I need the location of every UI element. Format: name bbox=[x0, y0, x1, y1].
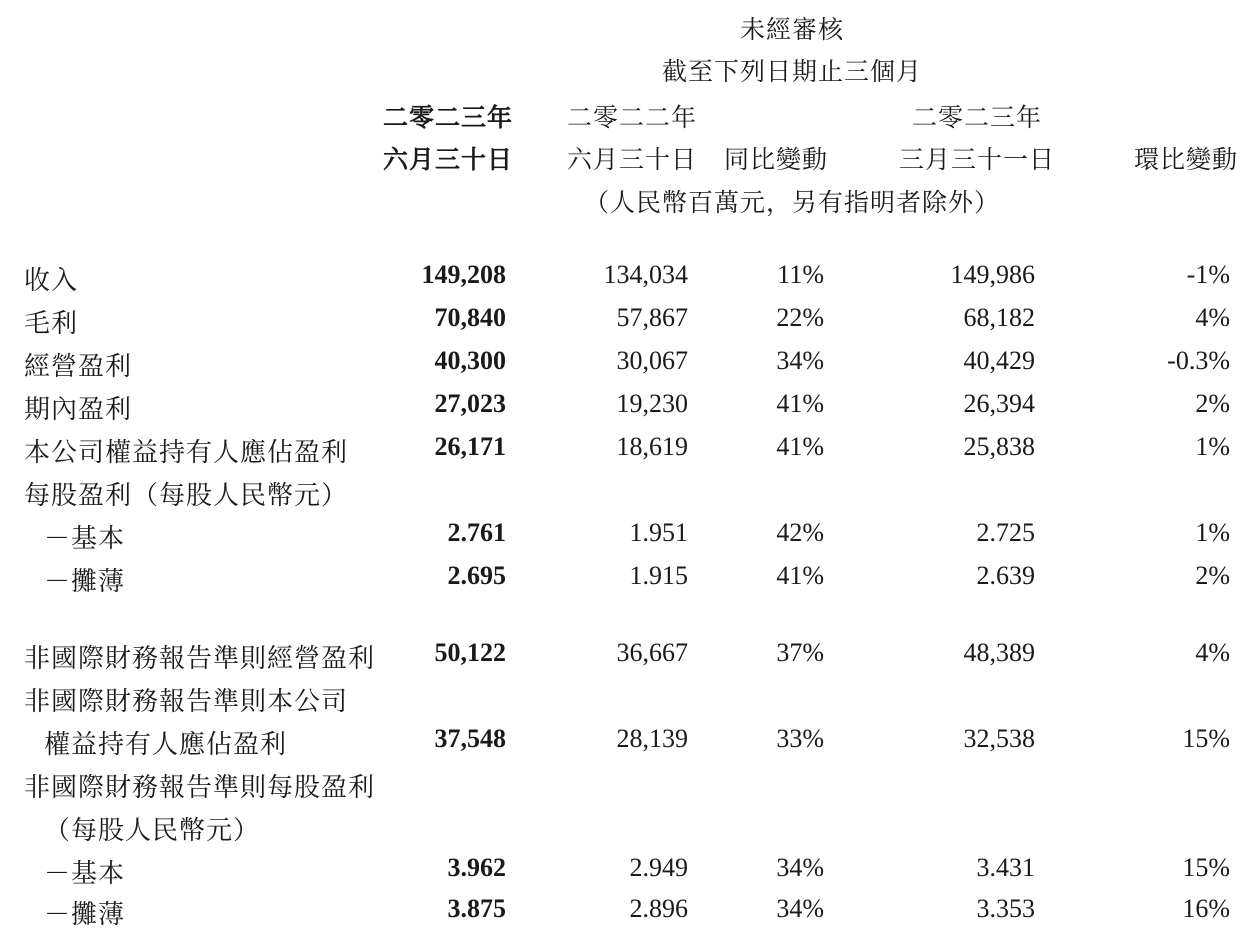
cell-v4: 26,394 bbox=[963, 389, 1035, 418]
cell-v5: 15% bbox=[1182, 853, 1230, 882]
cell-v2: 30,067 bbox=[616, 346, 688, 375]
cell-v5: 2% bbox=[1195, 561, 1230, 590]
row-label-non-ifrs-company-heading: 非國際財務報告準則本公司 bbox=[24, 687, 349, 717]
cell-v5: 1% bbox=[1195, 432, 1230, 461]
cell-v4: 48,389 bbox=[963, 638, 1035, 667]
cell-v3: 34% bbox=[776, 853, 824, 882]
cell-v2: 134,034 bbox=[603, 260, 688, 289]
table-title: 未經審核 bbox=[739, 15, 845, 44]
cell-v1: 37,548 bbox=[434, 724, 506, 753]
cell-v1: 2.761 bbox=[447, 518, 506, 547]
cell-v4: 149,986 bbox=[950, 260, 1035, 289]
row-label-operating-profit: 經營盈利 bbox=[24, 352, 133, 382]
row-label-non-ifrs-operating-profit: 非國際財務報告準則經營盈利 bbox=[24, 644, 376, 674]
cell-v3: 41% bbox=[776, 389, 824, 418]
row-label-non-ifrs-eps-basic: －基本 bbox=[44, 859, 126, 889]
col2-header-date: 六月三十日 bbox=[566, 145, 698, 174]
cell-v5: 2% bbox=[1195, 389, 1230, 418]
cell-v4: 2.725 bbox=[976, 518, 1035, 547]
cell-v4: 25,838 bbox=[963, 432, 1035, 461]
cell-v3: 37% bbox=[776, 638, 824, 667]
cell-v5: -0.3% bbox=[1167, 346, 1230, 375]
cell-v1: 27,023 bbox=[434, 389, 506, 418]
row-label-non-ifrs-eps-unit: （每股人民幣元） bbox=[44, 816, 261, 846]
cell-v3: 34% bbox=[776, 894, 824, 923]
cell-v2: 1.915 bbox=[629, 561, 688, 590]
cell-v1: 50,122 bbox=[434, 638, 506, 667]
cell-v5: 1% bbox=[1195, 518, 1230, 547]
col1-header-date: 六月三十日 bbox=[382, 145, 514, 174]
cell-v1: 3.962 bbox=[447, 853, 506, 882]
cell-v5: 4% bbox=[1195, 638, 1230, 667]
cell-v2: 2.949 bbox=[629, 853, 688, 882]
row-label-eps-diluted: －攤薄 bbox=[44, 567, 126, 597]
cell-v2: 1.951 bbox=[629, 518, 688, 547]
cell-v4: 32,538 bbox=[963, 724, 1035, 753]
cell-v1: 3.875 bbox=[447, 894, 506, 923]
table-subtitle: 截至下列日期止三個月 bbox=[661, 57, 923, 86]
cell-v3: 22% bbox=[776, 303, 824, 332]
unit-note: （人民幣百萬元，另有指明者除外） bbox=[583, 188, 1001, 217]
cell-v3: 33% bbox=[776, 724, 824, 753]
cell-v2: 2.896 bbox=[629, 894, 688, 923]
cell-v1: 2.695 bbox=[447, 561, 506, 590]
col3-header-yoy: 同比變動 bbox=[723, 145, 829, 174]
row-label-non-ifrs-attributable-profit: 權益持有人應佔盈利 bbox=[44, 730, 288, 760]
col2-header-year: 二零二二年 bbox=[566, 103, 698, 132]
row-label-period-profit: 期內盈利 bbox=[24, 395, 133, 425]
cell-v4: 2.639 bbox=[976, 561, 1035, 590]
row-label-attributable-profit: 本公司權益持有人應佔盈利 bbox=[24, 438, 349, 468]
cell-v1: 149,208 bbox=[421, 260, 506, 289]
col1-header-year: 二零二三年 bbox=[382, 103, 514, 132]
cell-v2: 18,619 bbox=[616, 432, 688, 461]
cell-v3: 41% bbox=[776, 432, 824, 461]
row-label-eps-basic: －基本 bbox=[44, 524, 126, 554]
row-label-revenue: 收入 bbox=[24, 266, 79, 296]
cell-v5: 16% bbox=[1182, 894, 1230, 923]
cell-v3: 41% bbox=[776, 561, 824, 590]
cell-v4: 3.431 bbox=[976, 853, 1035, 882]
cell-v3: 34% bbox=[776, 346, 824, 375]
cell-v3: 11% bbox=[777, 260, 824, 289]
cell-v3: 42% bbox=[776, 518, 824, 547]
row-label-non-ifrs-eps-diluted: －攤薄 bbox=[44, 900, 126, 930]
cell-v4: 40,429 bbox=[963, 346, 1035, 375]
cell-v2: 36,667 bbox=[616, 638, 688, 667]
cell-v1: 26,171 bbox=[434, 432, 506, 461]
cell-v1: 40,300 bbox=[434, 346, 506, 375]
cell-v4: 68,182 bbox=[963, 303, 1035, 332]
cell-v5: 4% bbox=[1195, 303, 1230, 332]
row-label-eps-heading: 每股盈利（每股人民幣元） bbox=[24, 481, 349, 511]
row-label-gross-profit: 毛利 bbox=[24, 309, 79, 339]
cell-v4: 3.353 bbox=[976, 894, 1035, 923]
cell-v5: -1% bbox=[1186, 260, 1230, 289]
cell-v2: 57,867 bbox=[616, 303, 688, 332]
row-label-non-ifrs-eps-heading: 非國際財務報告準則每股盈利 bbox=[24, 773, 376, 803]
col4-header-date: 三月三十一日 bbox=[898, 145, 1056, 174]
cell-v2: 19,230 bbox=[616, 389, 688, 418]
cell-v5: 15% bbox=[1182, 724, 1230, 753]
cell-v1: 70,840 bbox=[434, 303, 506, 332]
col4-header-year: 二零二三年 bbox=[911, 103, 1043, 132]
cell-v2: 28,139 bbox=[616, 724, 688, 753]
col5-header-qoq: 環比變動 bbox=[1133, 145, 1239, 174]
